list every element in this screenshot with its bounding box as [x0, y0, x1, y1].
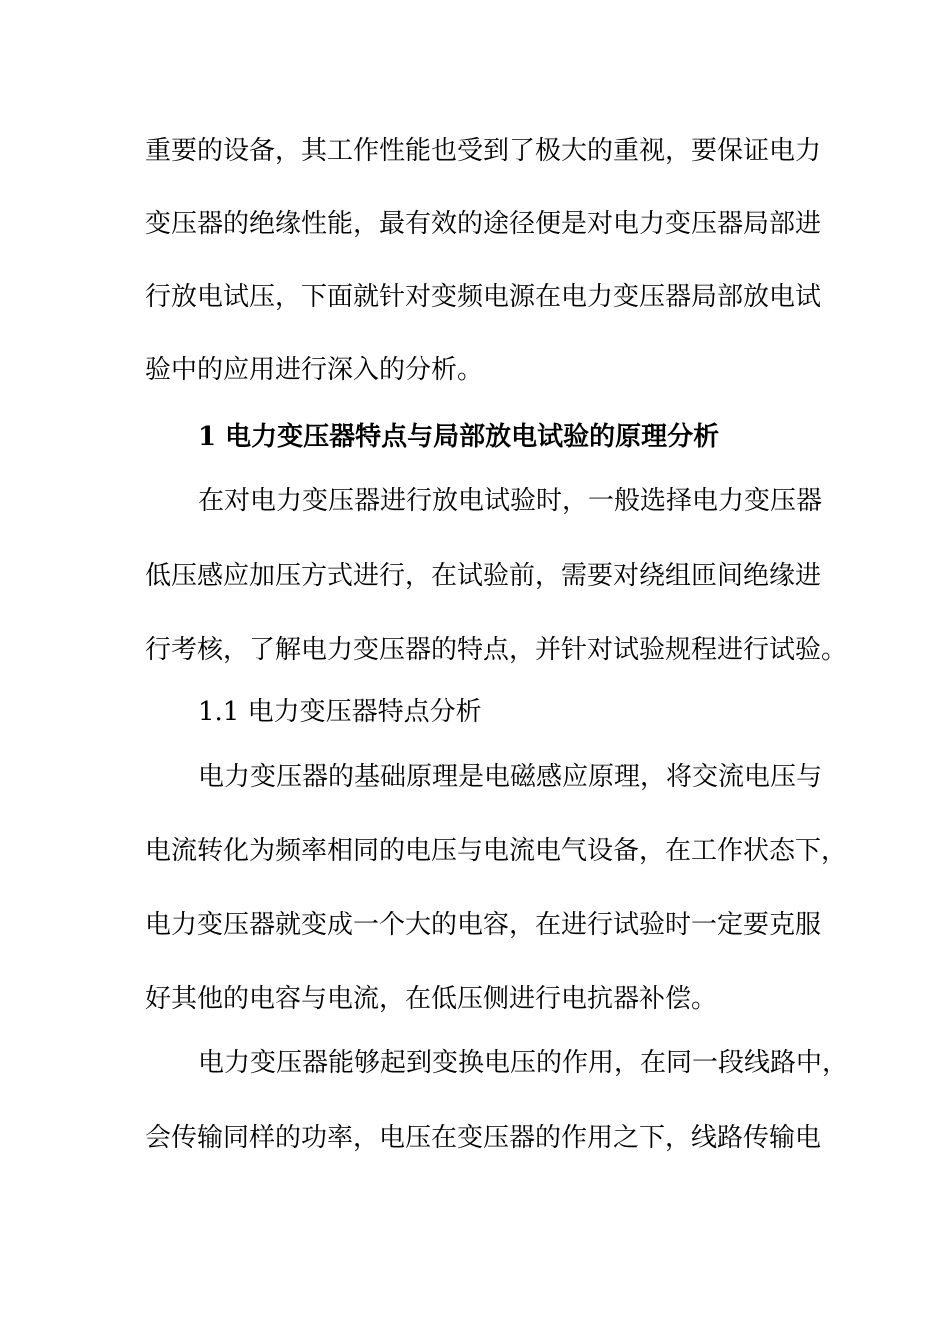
paragraph-line: 好其他的电容与电流，在低压侧进行电抗器补偿。 — [145, 984, 718, 1014]
paragraph-line: 会传输同样的功率，电压在变压器的作用之下，线路传输电 — [145, 1123, 822, 1153]
paragraph-line: 电力变压器就变成一个大的电容，在进行试验时一定要克服 — [145, 910, 822, 940]
paragraph-line: 行放电试压，下面就针对变频电源在电力变压器局部放电试 — [145, 282, 822, 312]
paragraph-line: 电力变压器能够起到变换电压的作用，在同一段线路中， — [198, 1048, 849, 1078]
paragraph-line: 变压器的绝缘性能，最有效的途径便是对电力变压器局部进 — [145, 209, 822, 239]
paragraph-line: 低压感应加压方式进行，在试验前，需要对绕组匝间绝缘进 — [145, 561, 822, 591]
paragraph-line: 在对电力变压器进行放电试验时，一般选择电力变压器 — [198, 486, 823, 516]
section-heading: 1 电力变压器特点与局部放电试验的原理分析 — [198, 422, 720, 452]
paragraph-line: 重要的设备，其工作性能也受到了极大的重视，要保证电力 — [145, 136, 822, 166]
subsection-heading: 1.1 电力变压器特点分析 — [198, 697, 482, 727]
paragraph-line: 行考核，了解电力变压器的特点，并针对试验规程进行试验。 — [145, 635, 848, 665]
paragraph-line: 电流转化为频率相同的电压与电流电气设备，在工作状态下， — [145, 836, 848, 866]
paragraph-line: 电力变压器的基础原理是电磁感应原理，将交流电压与 — [198, 762, 823, 792]
paragraph-line: 验中的应用进行深入的分析。 — [145, 355, 484, 385]
